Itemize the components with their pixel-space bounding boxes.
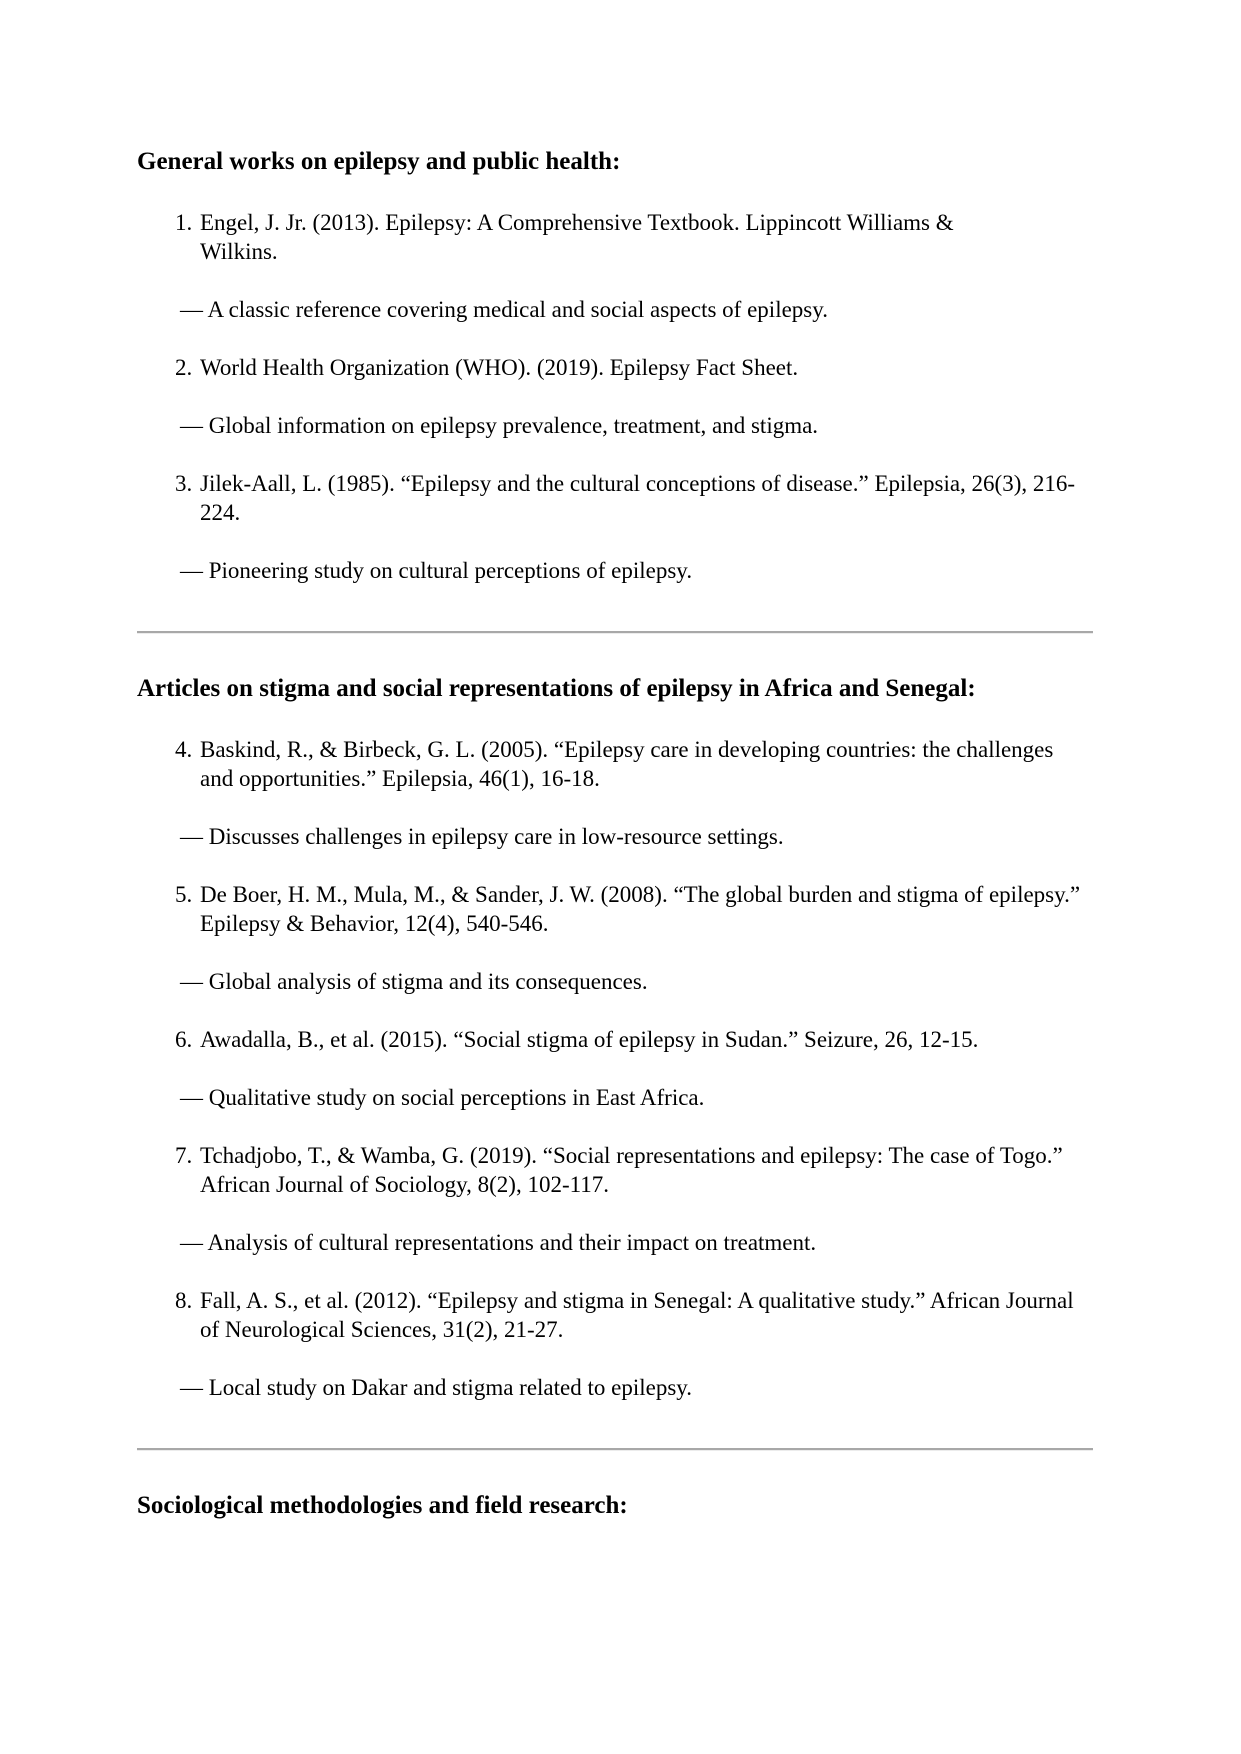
section-divider	[137, 631, 1093, 634]
section-heading: Sociological methodologies and field research:	[137, 1492, 628, 1519]
section-general-works	[137, 146, 1093, 585]
reference-number: 8.	[175, 1288, 193, 1313]
reference-text: Jilek-Aall, L. (1985). “Epilepsy and the cultural conceptions of disease.” Epilepsia, 26(3), 216-224.	[200, 471, 1076, 525]
reference-note: — Qualitative study on social perceptions in East Africa.	[180, 1085, 705, 1110]
reference-number: 3.	[175, 471, 193, 496]
reference-item	[137, 469, 1093, 527]
reference-item	[137, 735, 1093, 793]
reference-note: — Discusses challenges in epilepsy care in low-resource settings.	[180, 824, 784, 849]
reference-list	[137, 735, 1093, 1402]
reference-note: — Analysis of cultural representations and their impact on treatment.	[180, 1230, 817, 1255]
reference-number: 2.	[175, 355, 193, 380]
reference-item	[137, 1141, 1093, 1199]
reference-text: Tchadjobo, T., & Wamba, G. (2019). “Social representations and epilepsy: The case of Togo.” African Journal of Sociology, 8(2), 102-117.	[200, 1143, 1063, 1197]
reference-note: — Global analysis of stigma and its consequences.	[180, 969, 648, 994]
reference-note: — A classic reference covering medical and social aspects of epilepsy.	[180, 297, 828, 322]
reference-text: Engel, J. Jr. (2013). Epilepsy: A Comprehensive Textbook. Lippincott Williams & Wilkins.	[200, 210, 954, 264]
reference-item	[137, 1025, 1093, 1054]
reference-text: De Boer, H. M., Mula, M., & Sander, J. W. (2008). “The global burden and stigma of epilepsy.” Epilepsy & Behavior, 12(4), 540-546.	[200, 882, 1081, 936]
reference-note: — Local study on Dakar and stigma related to epilepsy.	[180, 1375, 693, 1400]
section-africa-senegal-articles	[137, 673, 1093, 1402]
reference-number: 7.	[175, 1143, 193, 1168]
reference-number: 4.	[175, 737, 193, 762]
reference-number: 5.	[175, 882, 193, 907]
reference-note: — Global information on epilepsy prevalence, treatment, and stigma.	[180, 413, 819, 438]
reference-note: — Pioneering study on cultural perceptions of epilepsy.	[180, 558, 693, 583]
reference-text: World Health Organization (WHO). (2019). Epilepsy Fact Sheet.	[200, 355, 799, 380]
reference-number: 6.	[175, 1027, 193, 1052]
reference-item	[137, 208, 1093, 266]
reference-list	[137, 208, 1093, 585]
document-page	[137, 146, 1093, 1552]
reference-item	[137, 353, 1093, 382]
section-heading: Articles on stigma and social representations of epilepsy in Africa and Senegal:	[137, 675, 976, 702]
section-divider	[137, 1448, 1093, 1451]
reference-item	[137, 880, 1093, 938]
reference-number: 1.	[175, 210, 193, 235]
reference-text: Baskind, R., & Birbeck, G. L. (2005). “Epilepsy care in developing countries: the challenges and opportunities.” Epilepsia, 46(1), 16-18.	[200, 737, 1054, 791]
section-heading: General works on epilepsy and public health:	[137, 148, 621, 175]
reference-item	[137, 1286, 1093, 1344]
section-sociological-methodologies	[137, 1490, 1093, 1522]
reference-text: Fall, A. S., et al. (2012). “Epilepsy and stigma in Senegal: A qualitative study.” African Journal of Neurological Sciences, 31(2), 21-27.	[200, 1288, 1074, 1342]
reference-text: Awadalla, B., et al. (2015). “Social stigma of epilepsy in Sudan.” Seizure, 26, 12-15.	[200, 1027, 979, 1052]
